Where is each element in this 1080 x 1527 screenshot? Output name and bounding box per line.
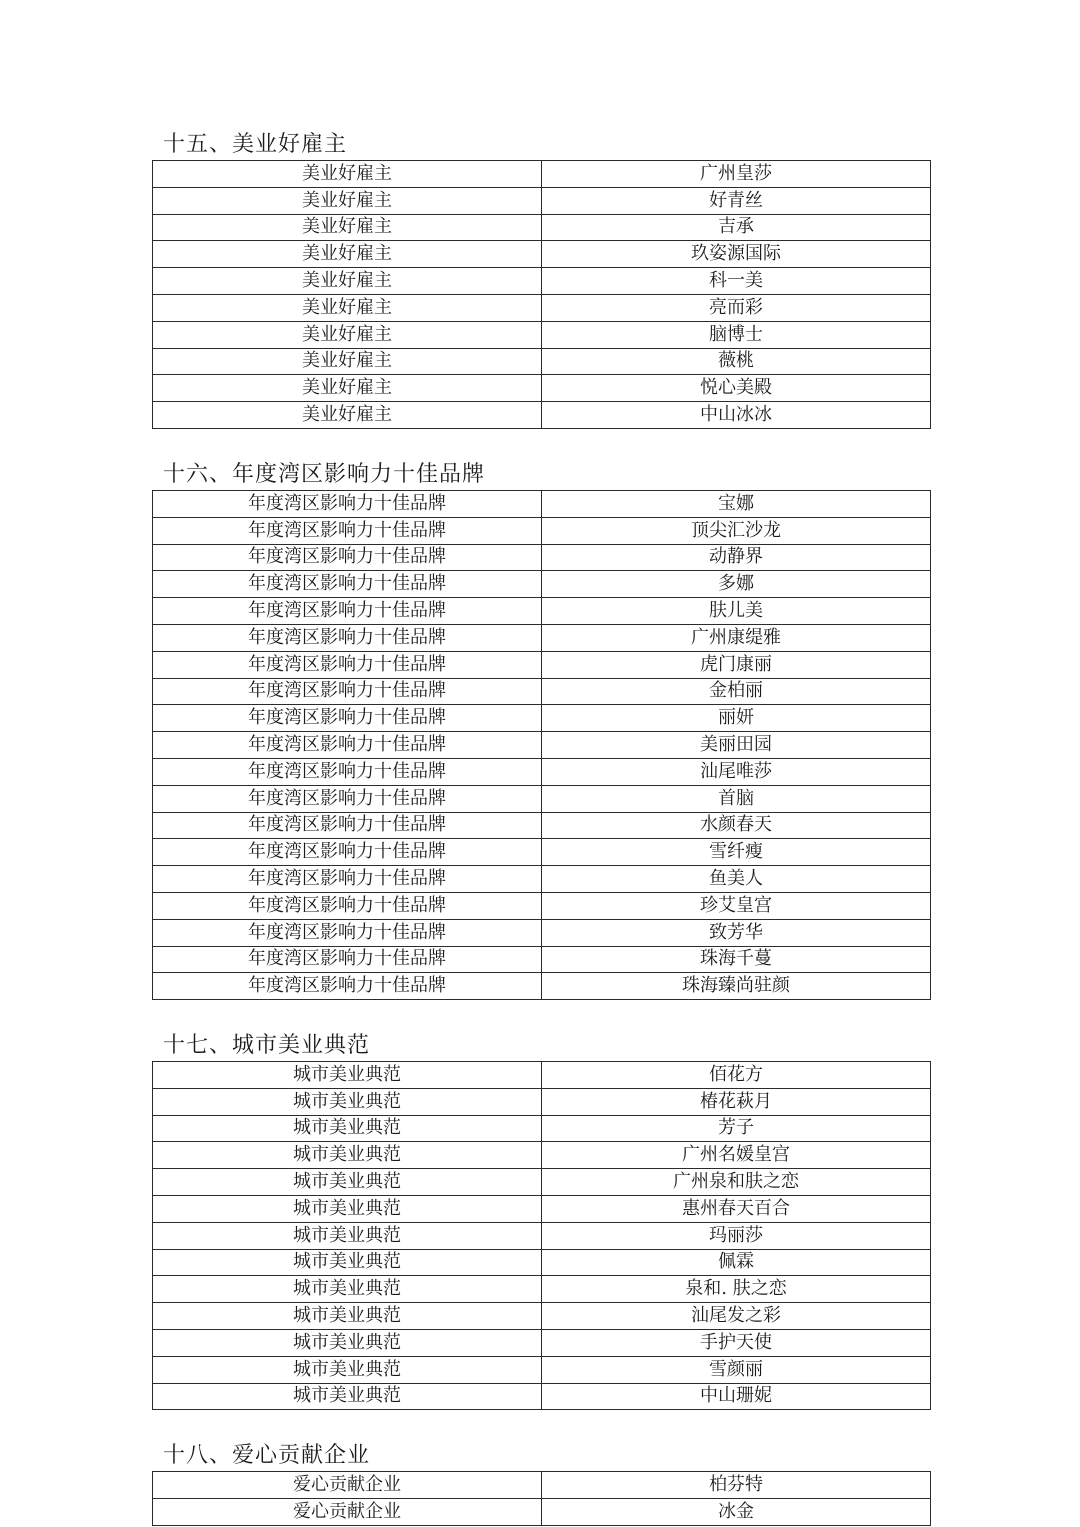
award-category-cell: 爱心贡献企业: [153, 1472, 542, 1499]
awardee-name-cell: 佩霖: [542, 1249, 931, 1276]
table-row: [153, 1383, 931, 1410]
table-row: [153, 491, 931, 518]
awardee-name-cell: 首脑: [542, 785, 931, 812]
award-table-15: [152, 160, 931, 429]
awardee-name-cell: 宝娜: [542, 491, 931, 518]
award-category-cell: 美业好雇主: [153, 268, 542, 295]
awardee-name-cell: 鱼美人: [542, 866, 931, 893]
award-table-18: [152, 1471, 931, 1526]
awardee-name-cell: 薇桃: [542, 348, 931, 375]
table-row: [153, 294, 931, 321]
awardee-name-cell: 汕尾发之彩: [542, 1303, 931, 1330]
awardee-name-cell: 吉承: [542, 214, 931, 241]
awardee-name-cell: 汕尾唯莎: [542, 758, 931, 785]
award-table-17: [152, 1061, 931, 1410]
table-row: [153, 812, 931, 839]
award-category-cell: 美业好雇主: [153, 241, 542, 268]
table-row: [153, 1088, 931, 1115]
table-row: [153, 973, 931, 1000]
table-row: [153, 517, 931, 544]
award-category-cell: 城市美业典范: [153, 1169, 542, 1196]
table-row: [153, 214, 931, 241]
award-category-cell: 城市美业典范: [153, 1142, 542, 1169]
awardee-name-cell: 佰花方: [542, 1062, 931, 1089]
section-title-15: 十五、美业好雇主: [163, 132, 348, 157]
award-category-cell: 年度湾区影响力十佳品牌: [153, 571, 542, 598]
awardee-name-cell: 广州名媛皇宫: [542, 1142, 931, 1169]
table-row: [153, 732, 931, 759]
table-row: [153, 624, 931, 651]
awardee-name-cell: 芳子: [542, 1115, 931, 1142]
awardee-name-cell: 科一美: [542, 268, 931, 295]
award-category-cell: 城市美业典范: [153, 1115, 542, 1142]
award-category-cell: 年度湾区影响力十佳品牌: [153, 732, 542, 759]
awardee-name-cell: 动静界: [542, 544, 931, 571]
table-row: [153, 571, 931, 598]
award-category-cell: 年度湾区影响力十佳品牌: [153, 624, 542, 651]
awardee-name-cell: 玖姿源国际: [542, 241, 931, 268]
award-category-cell: 美业好雇主: [153, 214, 542, 241]
award-category-cell: 年度湾区影响力十佳品牌: [153, 651, 542, 678]
award-category-cell: 年度湾区影响力十佳品牌: [153, 919, 542, 946]
table-row: [153, 1195, 931, 1222]
award-category-cell: 美业好雇主: [153, 294, 542, 321]
awardee-name-cell: 手护天使: [542, 1329, 931, 1356]
awardee-name-cell: 好青丝: [542, 187, 931, 214]
table-row: [153, 1142, 931, 1169]
awardee-name-cell: 金柏丽: [542, 678, 931, 705]
awardee-name-cell: 肤儿美: [542, 598, 931, 625]
table-row: [153, 705, 931, 732]
section-title-16: 十六、年度湾区影响力十佳品牌: [163, 462, 486, 487]
awardee-name-cell: 中山珊妮: [542, 1383, 931, 1410]
award-category-cell: 年度湾区影响力十佳品牌: [153, 946, 542, 973]
award-category-cell: 年度湾区影响力十佳品牌: [153, 758, 542, 785]
awardee-name-cell: 致芳华: [542, 919, 931, 946]
award-category-cell: 城市美业典范: [153, 1249, 542, 1276]
section-title-17: 十七、城市美业典范: [163, 1033, 371, 1058]
table-row: [153, 1498, 931, 1525]
table-row: [153, 758, 931, 785]
award-category-cell: 城市美业典范: [153, 1356, 542, 1383]
table-row: [153, 651, 931, 678]
table-row: [153, 1062, 931, 1089]
table-row: [153, 1472, 931, 1499]
award-category-cell: 城市美业典范: [153, 1062, 542, 1089]
award-category-cell: 美业好雇主: [153, 161, 542, 188]
awardee-name-cell: 椿花萩月: [542, 1088, 931, 1115]
award-category-cell: 年度湾区影响力十佳品牌: [153, 678, 542, 705]
award-category-cell: 年度湾区影响力十佳品牌: [153, 544, 542, 571]
awardee-name-cell: 珠海千蔓: [542, 946, 931, 973]
table-row: [153, 321, 931, 348]
award-category-cell: 年度湾区影响力十佳品牌: [153, 839, 542, 866]
table-row: [153, 402, 931, 429]
award-category-cell: 城市美业典范: [153, 1303, 542, 1330]
table-row: [153, 1303, 931, 1330]
award-category-cell: 年度湾区影响力十佳品牌: [153, 973, 542, 1000]
table-row: [153, 375, 931, 402]
awardee-name-cell: 美丽田园: [542, 732, 931, 759]
awardee-name-cell: 冰金: [542, 1498, 931, 1525]
award-category-cell: 年度湾区影响力十佳品牌: [153, 705, 542, 732]
awardee-name-cell: 柏芬特: [542, 1472, 931, 1499]
award-category-cell: 美业好雇主: [153, 187, 542, 214]
awardee-name-cell: 丽妍: [542, 705, 931, 732]
awardee-name-cell: 广州泉和肤之恋: [542, 1169, 931, 1196]
awardee-name-cell: 亮而彩: [542, 294, 931, 321]
table-row: [153, 919, 931, 946]
table-row: [153, 241, 931, 268]
award-category-cell: 年度湾区影响力十佳品牌: [153, 517, 542, 544]
table-row: [153, 1169, 931, 1196]
awardee-name-cell: 水颜春天: [542, 812, 931, 839]
award-category-cell: 城市美业典范: [153, 1088, 542, 1115]
award-category-cell: 城市美业典范: [153, 1195, 542, 1222]
awardee-name-cell: 多娜: [542, 571, 931, 598]
table-row: [153, 598, 931, 625]
table-row: [153, 946, 931, 973]
award-category-cell: 年度湾区影响力十佳品牌: [153, 866, 542, 893]
award-category-cell: 年度湾区影响力十佳品牌: [153, 812, 542, 839]
table-row: [153, 866, 931, 893]
awardee-name-cell: 脑博士: [542, 321, 931, 348]
award-category-cell: 美业好雇主: [153, 375, 542, 402]
table-row: [153, 1222, 931, 1249]
award-category-cell: 城市美业典范: [153, 1276, 542, 1303]
table-row: [153, 187, 931, 214]
awardee-name-cell: 珠海臻尚驻颜: [542, 973, 931, 1000]
table-row: [153, 348, 931, 375]
table-row: [153, 892, 931, 919]
awardee-name-cell: 泉和. 肤之恋: [542, 1276, 931, 1303]
award-category-cell: 年度湾区影响力十佳品牌: [153, 491, 542, 518]
awardee-name-cell: 玛丽莎: [542, 1222, 931, 1249]
award-category-cell: 年度湾区影响力十佳品牌: [153, 785, 542, 812]
table-row: [153, 1329, 931, 1356]
awardee-name-cell: 悦心美殿: [542, 375, 931, 402]
table-row: [153, 1115, 931, 1142]
table-row: [153, 678, 931, 705]
award-category-cell: 城市美业典范: [153, 1383, 542, 1410]
table-row: [153, 268, 931, 295]
table-row: [153, 839, 931, 866]
table-row: [153, 1356, 931, 1383]
award-category-cell: 年度湾区影响力十佳品牌: [153, 892, 542, 919]
table-row: [153, 1276, 931, 1303]
table-row: [153, 785, 931, 812]
award-category-cell: 美业好雇主: [153, 402, 542, 429]
award-category-cell: 年度湾区影响力十佳品牌: [153, 598, 542, 625]
awardee-name-cell: 雪颜丽: [542, 1356, 931, 1383]
award-category-cell: 爱心贡献企业: [153, 1498, 542, 1525]
table-row: [153, 1249, 931, 1276]
awardee-name-cell: 珍艾皇宫: [542, 892, 931, 919]
awardee-name-cell: 顶尖汇沙龙: [542, 517, 931, 544]
award-category-cell: 美业好雇主: [153, 321, 542, 348]
awardee-name-cell: 雪纤瘦: [542, 839, 931, 866]
award-table-16: [152, 490, 931, 1000]
awardee-name-cell: 中山冰冰: [542, 402, 931, 429]
table-row: [153, 544, 931, 571]
awardee-name-cell: 虎门康丽: [542, 651, 931, 678]
award-category-cell: 城市美业典范: [153, 1222, 542, 1249]
award-category-cell: 城市美业典范: [153, 1329, 542, 1356]
section-title-18: 十八、爱心贡献企业: [163, 1443, 371, 1468]
awardee-name-cell: 广州皇莎: [542, 161, 931, 188]
table-row: [153, 161, 931, 188]
awardee-name-cell: 广州康缇雅: [542, 624, 931, 651]
awardee-name-cell: 惠州春天百合: [542, 1195, 931, 1222]
award-category-cell: 美业好雇主: [153, 348, 542, 375]
